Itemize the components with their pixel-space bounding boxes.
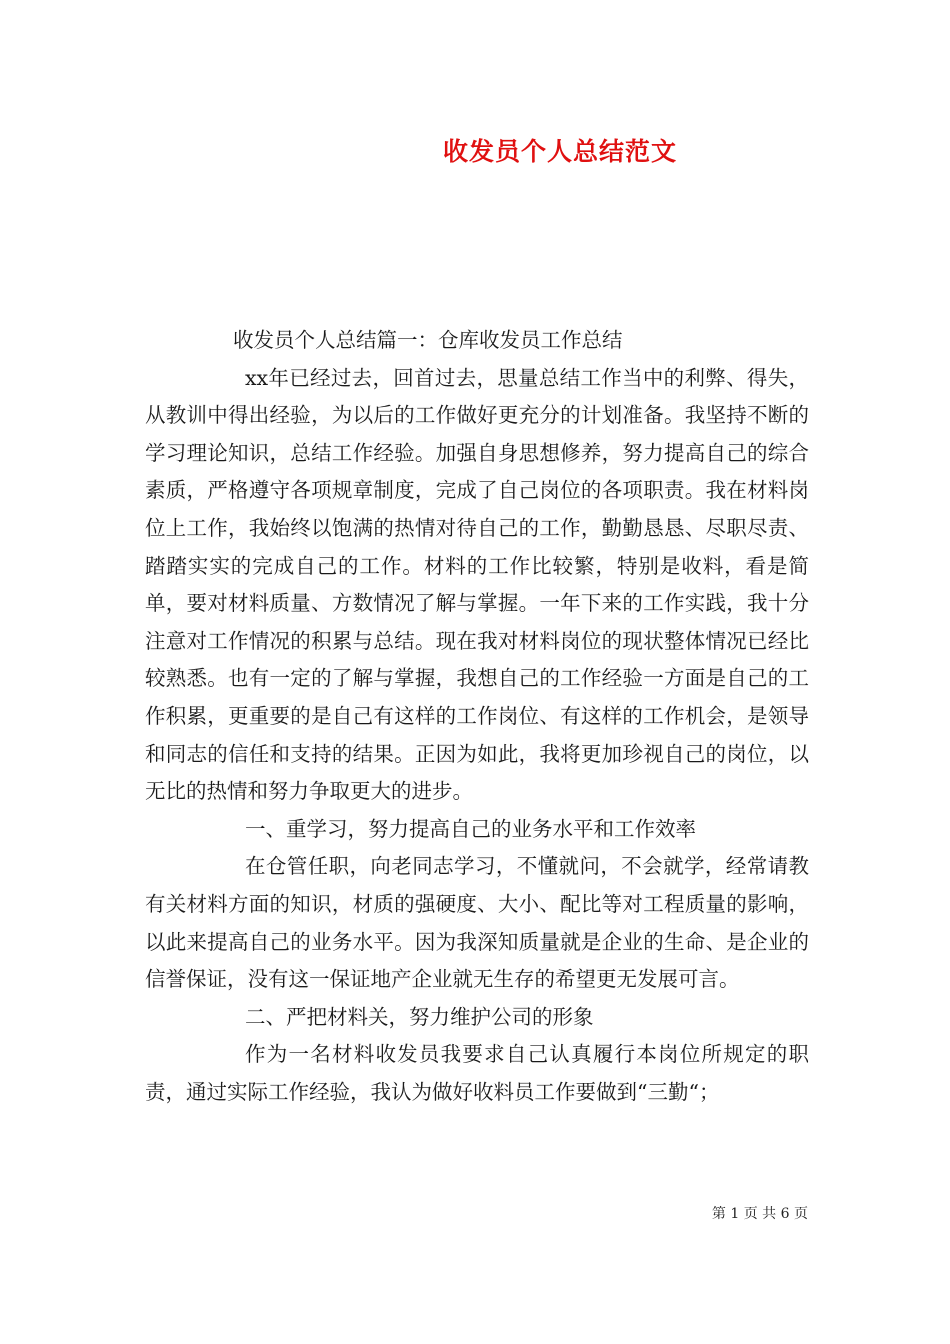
paragraph-intro: xx年已经过去，回首过去，思量总结工作当中的利弊、得失，从教训中得出经验，为以后的工作做好更充分的计划准备。我坚持不断的学习理论知识，总结工作经验。加强自身思想修养，努力提高自己的综合素质，严格遵守各项规章制度，完成了自己岗位的各项职责。我在材料岗位上工作，我始终以饱满的热情对待自己的工作，勤勤恳恳、尽职尽责、踏踏实实的完成自己的工作。材料的工作比较繁，特别是收料，看是简单，要对材料质量、方数情况了解与掌握。一年下来的工作实践，我十分注意对工作情况的积累与总结。现在我对材料岗位的现状整体情况已经比较熟悉。也有一定的了解与掌握，我想自己的工作经验一方面是自己的工作积累，更重要的是自己有这样的工作岗位、有这样的工作机会，是领导和同志的信任和支持的结果。正因为如此，我将更加珍视自己的岗位，以无比的热情和努力争取更大的进步。 xyxy=(145,365,809,804)
section-heading-1: 一、重学习，努力提高自己的业务水平和工作效率 xyxy=(245,816,696,841)
document-body xyxy=(145,322,809,1111)
document-subtitle: 收发员个人总结篇一：仓库收发员工作总结 xyxy=(233,328,623,352)
section-heading-2: 二、严把材料关，努力维护公司的形象 xyxy=(245,1004,594,1029)
document-title: 收发员个人总结范文 xyxy=(442,137,677,166)
paragraph-section-2: 作为一名材料收发员我要求自己认真履行本岗位所规定的职责，通过实际工作经验，我认为做好收料员工作要做到“三勤“； xyxy=(145,1042,809,1104)
paragraph-section-1: 在仓管任职，向老同志学习，不懂就问，不会就学，经常请教有关材料方面的知识，材质的强硬度、大小、配比等对工程质量的影响，以此来提高自己的业务水平。因为我深知质量就是企业的生命、是企业的信誉保证，没有这一保证地产企业就无生存的希望更无发展可言。 xyxy=(145,854,809,992)
page-number: 第 1 页 共 6 页 xyxy=(711,1206,808,1222)
